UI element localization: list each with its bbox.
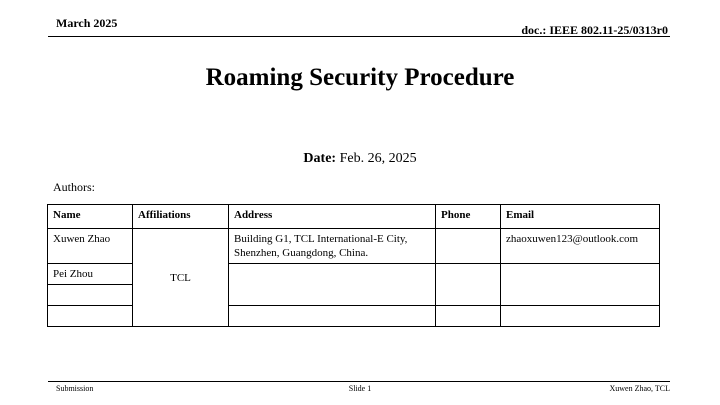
cell-name: Xuwen Zhao: [48, 229, 133, 264]
cell-email: [501, 264, 660, 306]
col-header-affiliations: Affiliations: [133, 205, 229, 229]
cell-email: zhaoxuwen123@outlook.com: [501, 229, 660, 264]
col-header-phone: Phone: [436, 205, 501, 229]
cell-phone: [436, 264, 501, 306]
footer-divider: [48, 381, 670, 382]
authors-table: [47, 204, 660, 327]
cell-name: Pei Zhou: [48, 264, 133, 285]
col-header-email: Email: [501, 205, 660, 229]
slide-title: Roaming Security Procedure: [205, 64, 515, 91]
col-header-address: Address: [229, 205, 436, 229]
footer-author: Xuwen Zhao, TCL: [609, 384, 670, 393]
cell-address: [229, 264, 436, 306]
footer-submission: Submission: [56, 384, 94, 393]
cell-name: [48, 306, 133, 327]
cell-address: [229, 306, 436, 327]
date-label: Date:: [303, 151, 337, 166]
header-divider: [48, 36, 670, 37]
cell-phone: [436, 306, 501, 327]
cell-phone: [436, 229, 501, 264]
date-value: Feb. 26, 2025: [339, 151, 417, 166]
cell-name: [48, 285, 133, 306]
cell-address: Building G1, TCL International-E City, Shenzhen, Guangdong, China.: [229, 229, 436, 264]
header-doc-id: doc.: IEEE 802.11-25/0313r0: [521, 23, 668, 37]
authors-label: Authors:: [53, 180, 95, 194]
table-header-row: [48, 205, 660, 229]
cell-email: [501, 306, 660, 327]
header-date: March 2025: [56, 16, 118, 30]
footer-slide-number: Slide 1: [348, 384, 372, 393]
table-row: [48, 229, 660, 264]
cell-affiliation: TCL: [133, 229, 229, 327]
date-line: [0, 151, 720, 167]
col-header-name: Name: [48, 205, 133, 229]
